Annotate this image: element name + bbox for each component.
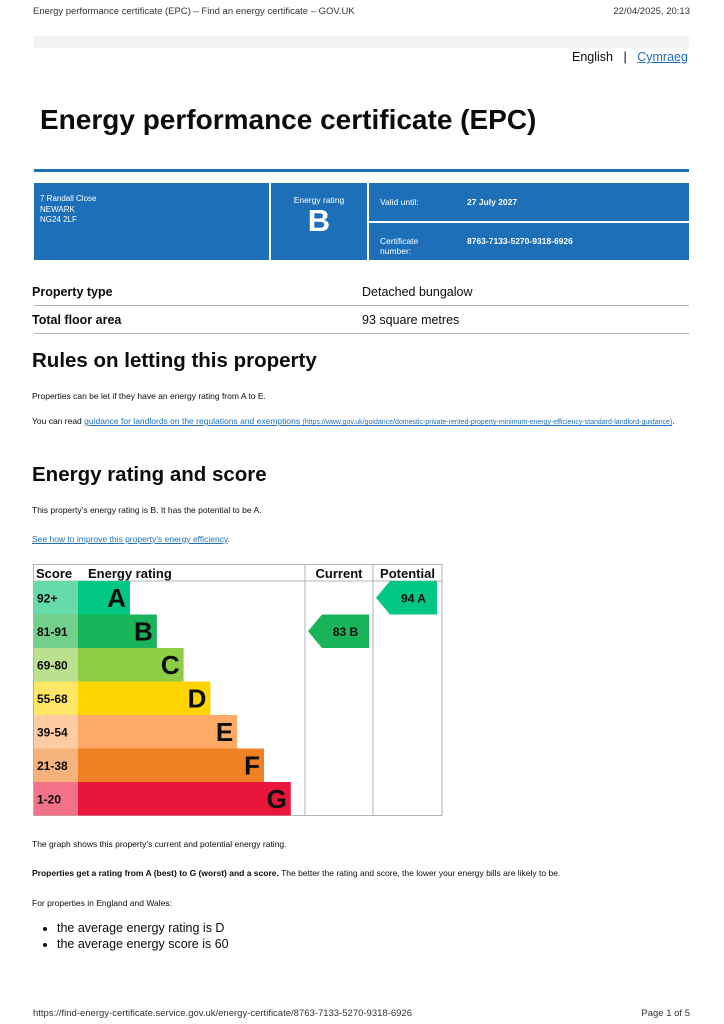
rating-explanation: Properties get a rating from A (best) to G (worst) and a score. The better the rating and score, the lower your energy bills are likely to be.	[32, 868, 561, 878]
energy-heading: Energy rating and score	[32, 463, 267, 486]
score-label-a: 92+	[37, 591, 58, 606]
guidance-paragraph: You can read guidance for landlords on the regulations and exemptions (https://www.gov.uk/guidance/domestic-private-rented-property-minimum-energy-efficiency-standard-landlord-guidance).	[32, 416, 675, 426]
letting-paragraph: Properties can be let if they have an energy rating from A to E.	[32, 391, 266, 401]
header-bar	[34, 36, 689, 48]
header-current: Current	[315, 566, 363, 581]
valid-until-label: Valid until:	[380, 197, 419, 207]
potential-rating-score-label: 94 A	[401, 591, 426, 606]
address-box	[34, 183, 269, 260]
print-page-number: Page 1 of 5	[641, 1008, 690, 1019]
rating-letter-g: G	[266, 783, 287, 814]
score-label-b: 81-91	[37, 624, 68, 639]
graph-explanation: The graph shows this property’s current and potential energy rating.	[32, 839, 287, 849]
rating-letter-d: D	[187, 683, 207, 714]
valid-until-date: 27 July 2027	[467, 197, 518, 207]
property-type-value: Detached bungalow	[362, 285, 473, 299]
energy-rating-letter: B	[307, 203, 331, 238]
header-potential: Potential	[380, 566, 435, 581]
property-type-row	[34, 277, 689, 306]
language-cymraeg-link[interactable]: Cymraeg	[637, 50, 688, 64]
print-url: https://find-energy-certificate.service.gov.uk/energy-certificate/8763-7133-5270-9318-6926	[33, 1008, 412, 1019]
energy-rating-paragraph: This property’s energy rating is B. It has the potential to be A.	[32, 505, 262, 515]
averages-list	[40, 921, 229, 952]
rating-letter-e: E	[215, 716, 234, 747]
score-label-g: 1-20	[37, 792, 62, 807]
score-label-f: 21-38	[37, 758, 68, 773]
floor-area-label: Total floor area	[32, 313, 122, 327]
score-label-e: 39-54	[37, 725, 68, 740]
energy-rating-chart	[33, 564, 445, 820]
address-line-1: 7 Randall Close	[40, 194, 97, 203]
rating-letter-a: A	[107, 582, 126, 613]
language-separator: |	[623, 50, 627, 64]
header-score: Score	[36, 566, 73, 581]
language-current: English	[572, 50, 613, 64]
property-type-label: Property type	[32, 285, 113, 299]
address-line-2: NEWARK	[40, 204, 75, 214]
header-energy-rating: Energy rating	[88, 566, 172, 581]
list-item: • the average energy score is 60	[57, 937, 229, 953]
print-datetime: 22/04/2025, 20:13	[613, 6, 690, 17]
certificate-number-label: Certificate number:	[380, 236, 419, 256]
improve-efficiency-link[interactable]: See how to improve this property’s energy efficiency	[32, 534, 228, 544]
title-divider	[34, 169, 689, 172]
england-wales-intro: For properties in England and Wales:	[32, 898, 173, 908]
rating-letter-b: B	[134, 616, 153, 647]
rating-bar-f	[78, 749, 264, 783]
letting-heading: Rules on letting this property	[32, 349, 317, 372]
print-page-title: Energy performance certificate (EPC) – Find an energy certificate – GOV.UK	[33, 6, 355, 17]
language-switcher	[572, 50, 688, 64]
floor-area-value: 93 square metres	[362, 313, 460, 327]
improve-paragraph: See how to improve this property’s energy efficiency.	[32, 534, 230, 544]
energy-rating-label: Energy rating	[293, 195, 345, 205]
landlord-guidance-link[interactable]: guidance for landlords on the regulations and exemptions (https://www.gov.uk/guidance/domestic-private-rented-property-minimum-energy-efficiency-standard-landlord-guidance)	[84, 416, 673, 426]
valid-until-box	[369, 183, 689, 221]
rating-bar-g	[78, 782, 291, 816]
energy-rating-box	[271, 183, 367, 260]
list-item: • the average energy rating is D	[57, 921, 229, 937]
current-rating-score-label: 83 B	[332, 624, 359, 639]
score-label-d: 55-68	[37, 691, 68, 706]
floor-area-row	[34, 305, 689, 334]
rating-letter-f: F	[244, 750, 260, 781]
page-title: Energy performance certificate (EPC)	[40, 104, 537, 135]
certificate-number: 8763-7133-5270-9318-6926	[467, 236, 573, 246]
address-line-3: NG24 2LF	[40, 215, 77, 224]
certificate-number-box	[369, 223, 689, 260]
rating-letter-c: C	[160, 649, 180, 680]
rating-bar-e	[78, 715, 237, 749]
score-label-c: 69-80	[37, 658, 68, 673]
